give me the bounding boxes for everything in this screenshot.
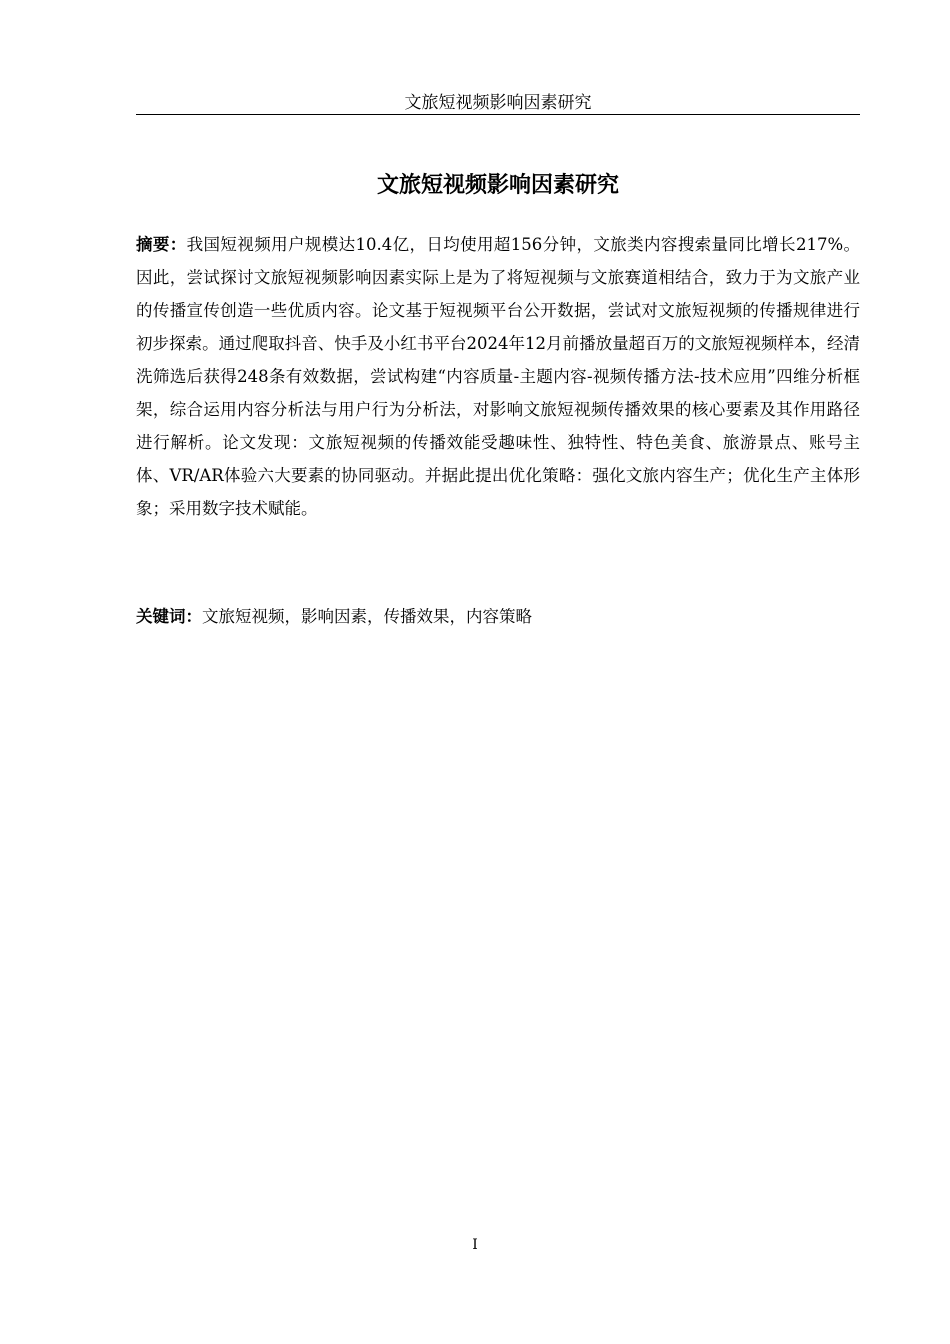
page-number: I [472,1237,478,1253]
keywords-label: 关键词： [136,607,202,626]
abstract-label: 摘要： [136,235,187,254]
header-rule [136,114,860,115]
document-title: 文旅短视频影响因素研究 [376,173,619,198]
running-header: 文旅短视频影响因素研究 [404,93,592,113]
keywords-text: 文旅短视频，影响因素，传播效果，内容策略 [202,607,532,626]
abstract-paragraph [136,228,860,525]
abstract-text: 我国短视频用户规模达10.4亿，日均使用超156分钟，文旅类内容搜索量同比增长217%。因此，尝试探讨文旅短视频影响因素实际上是为了将短视频与文旅赛道相结合，致力于为文旅产业的传播宣传创造一些优质内容。论文基于短视频平台公开数据，尝试对文旅短视频的传播规律进行初步探索。通过爬取抖音、快手及小红书平台2024年12月前播放量超百万的文旅短视频样本，经清洗筛选后获得248条有效数据，尝试构建“内容质量-主题内容-视频传播方法-技术应用”四维分析框架，综合运用内容分析法与用户行为分析法，对影响文旅短视频传播效果的核心要素及其作用路径进行解析。论文发现：文旅短视频的传播效能受趣味性、独特性、特色美食、旅游景点、账号主体、VR/AR体验六大要素的协同驱动。并据此提出优化策略：强化文旅内容生产；优化生产主体形象；采用数字技术赋能。 [136,235,861,518]
keywords-paragraph [136,600,860,633]
